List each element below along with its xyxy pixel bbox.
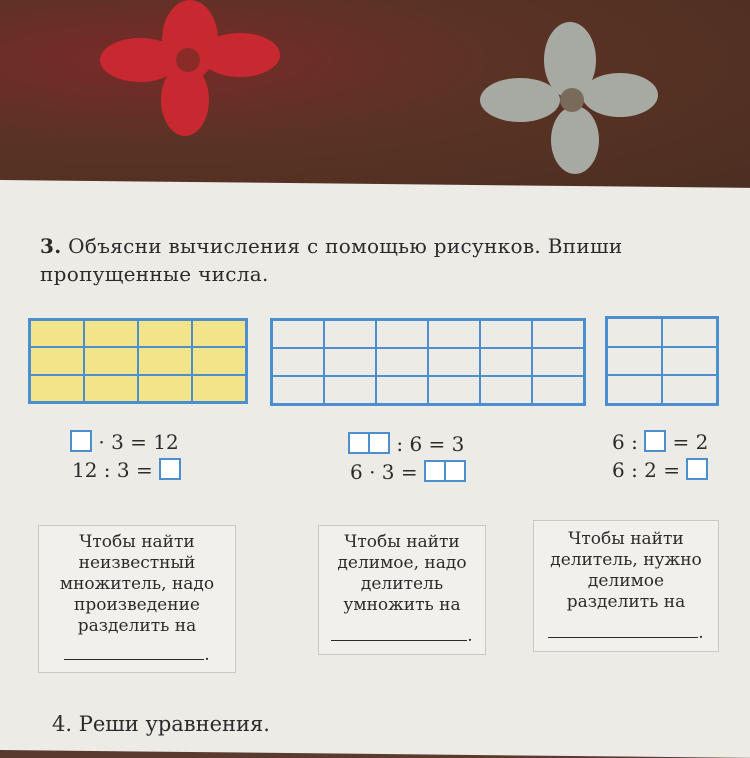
task3-number: 3. bbox=[40, 234, 62, 258]
rule-box-3 bbox=[533, 520, 719, 652]
grid-cell bbox=[138, 347, 192, 374]
rule-line: множитель, надо bbox=[59, 574, 215, 594]
grid-cell bbox=[376, 320, 428, 348]
equation-text: = 2 bbox=[672, 430, 709, 454]
rule-line: Чтобы найти bbox=[344, 532, 460, 552]
grid-cell bbox=[428, 348, 480, 376]
period: . bbox=[467, 626, 473, 646]
task4-title: 4. Реши уравнения. bbox=[52, 712, 270, 736]
rule-line: делитель bbox=[360, 574, 444, 594]
answer-line[interactable] bbox=[331, 640, 467, 641]
grid-cell bbox=[84, 320, 138, 347]
answer-line[interactable] bbox=[548, 637, 698, 638]
grid-cell bbox=[84, 347, 138, 374]
answer-box[interactable] bbox=[159, 458, 181, 480]
rule-line: произведение bbox=[74, 595, 200, 615]
grid-cell bbox=[428, 320, 480, 348]
answer-line[interactable] bbox=[64, 659, 204, 660]
picture-grid-3 bbox=[605, 316, 719, 406]
grid-cell bbox=[30, 347, 84, 374]
grid-cell bbox=[480, 348, 532, 376]
grid-cell bbox=[480, 320, 532, 348]
equation-text: 6 : 2 = bbox=[612, 458, 681, 482]
picture-grid-1 bbox=[28, 318, 248, 404]
grid-cell bbox=[532, 320, 584, 348]
grid-cell bbox=[607, 347, 662, 376]
grid-cell bbox=[192, 347, 246, 374]
rule-line: разделить на bbox=[566, 592, 686, 612]
grid-cell bbox=[532, 376, 584, 404]
answer-box[interactable] bbox=[686, 458, 708, 480]
grid-cell bbox=[192, 320, 246, 347]
grid-cell bbox=[532, 348, 584, 376]
rule-line: делитель, нужно bbox=[550, 550, 702, 570]
answer-box-tens[interactable] bbox=[424, 460, 446, 482]
answer-box[interactable] bbox=[70, 430, 92, 452]
task3-title-line1: Объясни вычисления с помощью рисунков. Впиши bbox=[68, 234, 623, 258]
grid-cell bbox=[272, 320, 324, 348]
rule-line: Чтобы найти bbox=[79, 532, 195, 552]
rule-line: умножить на bbox=[343, 595, 461, 615]
rule-line: разделить на bbox=[77, 616, 197, 636]
rule-line: неизвестный bbox=[78, 553, 196, 573]
grid-cell bbox=[376, 348, 428, 376]
grid-cell bbox=[138, 320, 192, 347]
grid-cell bbox=[428, 376, 480, 404]
rule-box-1 bbox=[38, 525, 236, 673]
answer-box-tens[interactable] bbox=[348, 432, 370, 454]
grid-cell bbox=[272, 376, 324, 404]
grid-cell bbox=[138, 375, 192, 402]
equation-text: · 3 = 12 bbox=[98, 430, 179, 454]
grid-cell bbox=[662, 375, 717, 404]
grid-cell bbox=[272, 348, 324, 376]
equation-2b bbox=[350, 458, 466, 486]
equation-3a bbox=[612, 428, 708, 456]
rule-line: делимое bbox=[587, 571, 665, 591]
equation-2a bbox=[348, 430, 464, 458]
grid-cell bbox=[480, 376, 532, 404]
grid-cell bbox=[84, 375, 138, 402]
grid-cell bbox=[324, 376, 376, 404]
equation-text: : 6 = 3 bbox=[396, 432, 465, 456]
grid-cell bbox=[324, 320, 376, 348]
equation-3b bbox=[612, 456, 708, 484]
answer-box[interactable] bbox=[644, 430, 666, 452]
rule-line: делимое, надо bbox=[337, 553, 467, 573]
task3-title-line2: пропущенные числа. bbox=[40, 262, 269, 286]
equation-text: 6 : bbox=[612, 430, 638, 454]
rule-line: Чтобы найти bbox=[568, 529, 684, 549]
rule-box-2 bbox=[318, 525, 486, 655]
answer-box-units[interactable] bbox=[444, 460, 466, 482]
grey-flower-decoration bbox=[470, 20, 670, 180]
grid-cell bbox=[662, 318, 717, 347]
equation-1b bbox=[72, 456, 181, 484]
task3-title bbox=[40, 232, 622, 288]
period: . bbox=[204, 645, 210, 665]
equation-text: 12 : 3 = bbox=[72, 458, 153, 482]
red-flower-decoration bbox=[90, 0, 290, 140]
grid-cell bbox=[607, 318, 662, 347]
equation-text: 6 · 3 = bbox=[350, 460, 418, 484]
grid-cell bbox=[324, 348, 376, 376]
grid-cell bbox=[607, 375, 662, 404]
grid-cell bbox=[662, 347, 717, 376]
grid-cell bbox=[376, 376, 428, 404]
picture-grid-2 bbox=[270, 318, 586, 406]
grid-cell bbox=[30, 375, 84, 402]
period: . bbox=[698, 623, 704, 643]
grid-cell bbox=[30, 320, 84, 347]
equation-1a bbox=[70, 428, 179, 456]
answer-box-units[interactable] bbox=[368, 432, 390, 454]
grid-cell bbox=[192, 375, 246, 402]
